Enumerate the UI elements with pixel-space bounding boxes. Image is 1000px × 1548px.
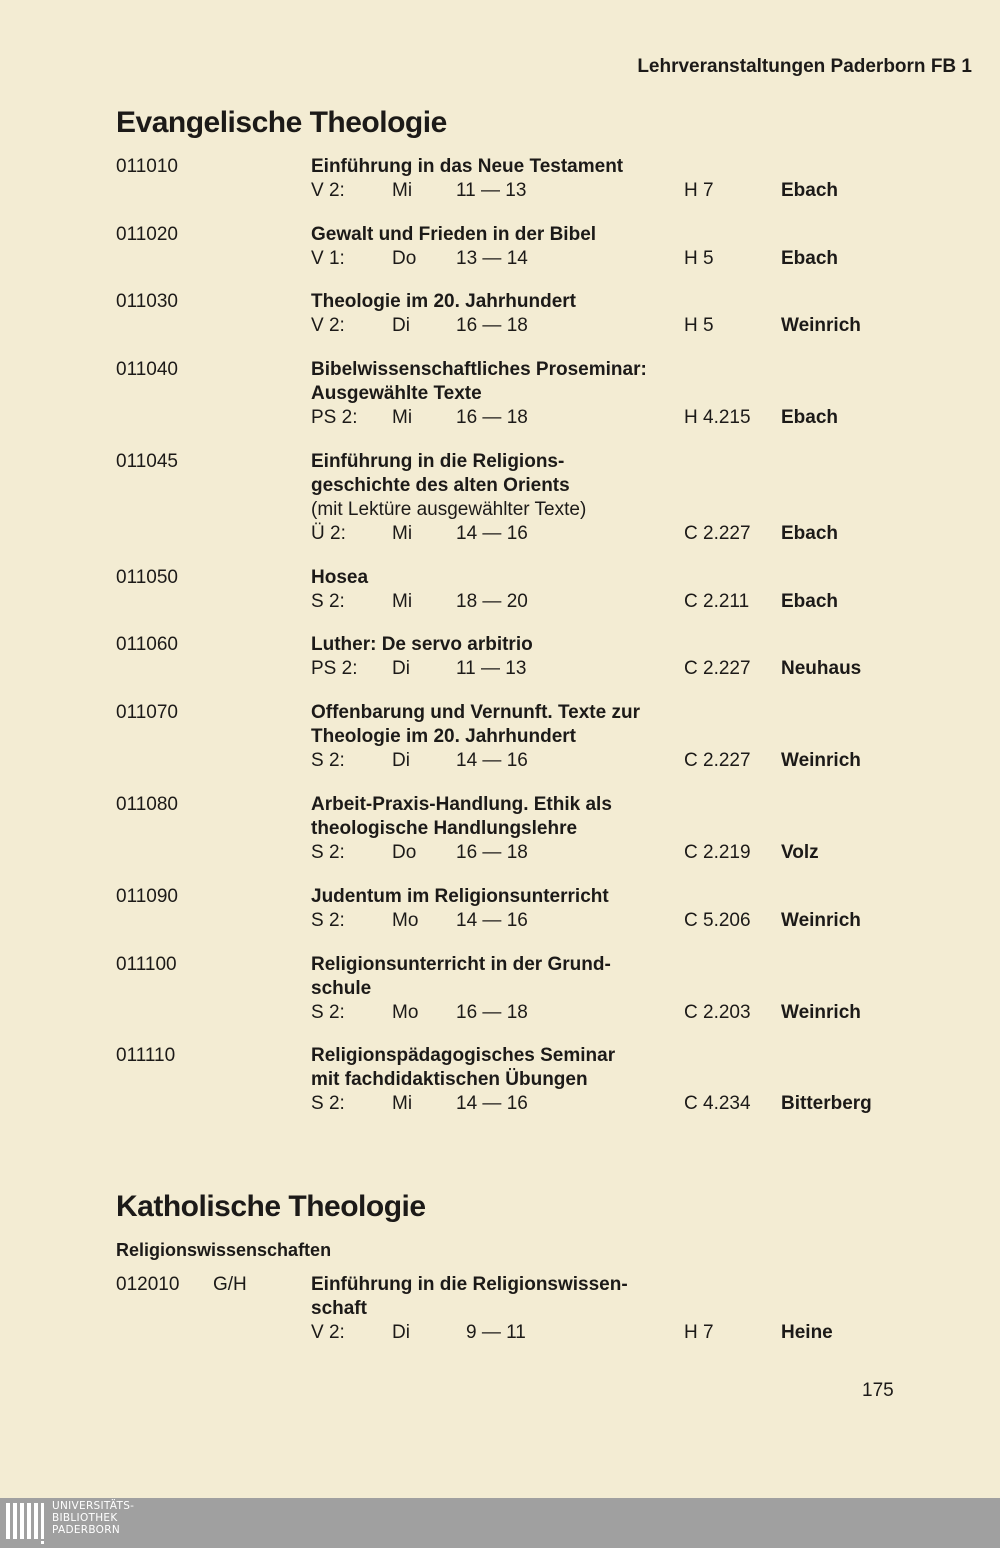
course-note: (mit Lektüre ausgewählter Texte)	[311, 499, 587, 520]
course-time: 18 — 20	[456, 591, 528, 612]
course-title-line: Bibelwissenschaftliches Proseminar:	[311, 359, 647, 380]
course-lecturer: Weinrich	[781, 750, 861, 771]
course-lecturer: Ebach	[781, 407, 839, 428]
course-number: 011010	[116, 156, 178, 177]
course-type: S 2:	[311, 842, 345, 863]
course-title-line: Theologie im 20. Jahrhundert	[311, 291, 576, 312]
course-day: Mo	[392, 910, 419, 931]
course-day: Mi	[392, 523, 413, 544]
course-day: Mo	[392, 1002, 419, 1023]
course-type: S 2:	[311, 1093, 345, 1114]
course-title-line: Einführung in das Neue Testament	[311, 156, 624, 177]
library-footer-bar	[0, 1498, 1000, 1548]
course-room: C 2.203	[684, 1002, 751, 1023]
course-body	[311, 566, 839, 614]
course-type: V 2:	[311, 315, 345, 336]
course-number: 011050	[116, 567, 178, 588]
library-name-line: UNIVERSITÄTS-	[52, 1500, 135, 1512]
course-day: Di	[392, 1322, 410, 1343]
course-lecturer: Neuhaus	[781, 658, 862, 679]
course-time: 9 — 11	[466, 1322, 526, 1343]
course-room: H 5	[684, 315, 714, 336]
university-library-logo-icon	[6, 1501, 46, 1545]
course-body	[311, 633, 862, 681]
course-title-line: Offenbarung und Vernunft. Texte zur	[311, 702, 640, 723]
course-title-line: schule	[311, 978, 372, 999]
course-room: H 4.215	[684, 407, 751, 428]
course-schedule	[311, 1001, 861, 1025]
course-day: Mi	[392, 180, 413, 201]
course-number: 011070	[116, 702, 178, 723]
course-type: PS 2:	[311, 407, 358, 428]
course-title-line: Einführung in die Religionswissen-	[311, 1274, 628, 1295]
course-number: 011060	[116, 634, 178, 655]
library-name	[52, 1500, 134, 1536]
course-lecturer: Weinrich	[781, 1002, 861, 1023]
course-body	[311, 953, 861, 1025]
course-schedule	[311, 590, 839, 614]
course-title-line: mit fachdidaktischen Übungen	[311, 1069, 588, 1090]
course-day: Mi	[392, 1093, 413, 1114]
course-room: C 4.234	[684, 1093, 751, 1114]
course-tag: G/H	[213, 1274, 247, 1295]
section-title-katholische-theologie: Katholische Theologie	[116, 1190, 426, 1223]
library-name-line: BIBLIOTHEK	[52, 1512, 118, 1524]
course-type: S 2:	[311, 910, 345, 931]
course-body	[311, 885, 861, 933]
course-title-line: Arbeit-Praxis-Handlung. Ethik als	[311, 794, 612, 815]
course-room: H 5	[684, 248, 714, 269]
course-time: 14 — 16	[456, 523, 528, 544]
course-time: 13 — 14	[456, 248, 528, 269]
course-time: 16 — 18	[456, 407, 528, 428]
course-body	[311, 1044, 872, 1116]
course-body	[311, 450, 839, 546]
course-day: Do	[392, 842, 417, 863]
course-type: S 2:	[311, 1002, 345, 1023]
course-number: 011080	[116, 794, 178, 815]
course-lecturer: Ebach	[781, 591, 839, 612]
course-type: V 2:	[311, 1322, 345, 1343]
course-time: 16 — 18	[456, 315, 528, 336]
course-title-line: Theologie im 20. Jahrhundert	[311, 726, 576, 747]
course-title-line: Ausgewählte Texte	[311, 383, 482, 404]
course-schedule	[311, 749, 861, 773]
course-lecturer: Bitterberg	[781, 1093, 872, 1114]
course-schedule	[311, 179, 839, 203]
course-room: C 2.227	[684, 658, 751, 679]
course-number: 012010	[116, 1274, 180, 1295]
course-number: 011110	[116, 1045, 176, 1066]
course-number: 011090	[116, 886, 178, 907]
course-schedule	[311, 314, 861, 338]
course-room: C 2.227	[684, 523, 751, 544]
course-title-line: Einführung in die Religions-	[311, 451, 565, 472]
course-number: 011100	[116, 954, 177, 975]
course-schedule	[311, 522, 839, 546]
course-time: 11 — 13	[456, 180, 527, 201]
course-type: PS 2:	[311, 658, 358, 679]
course-day: Di	[392, 750, 410, 771]
course-type: V 2:	[311, 180, 345, 201]
course-room: C 5.206	[684, 910, 751, 931]
course-lecturer: Ebach	[781, 523, 839, 544]
course-lecturer: Ebach	[781, 180, 839, 201]
course-time: 16 — 18	[456, 1002, 528, 1023]
course-time: 14 — 16	[456, 1093, 528, 1114]
course-room: C 2.211	[684, 591, 750, 612]
course-number: 011030	[116, 291, 178, 312]
course-schedule	[311, 1321, 833, 1345]
page-number: 175	[862, 1380, 894, 1401]
course-title-line: Judentum im Religionsunterricht	[311, 886, 609, 907]
course-day: Mi	[392, 591, 413, 612]
course-type: S 2:	[311, 591, 345, 612]
course-day: Mi	[392, 407, 413, 428]
course-time: 14 — 16	[456, 910, 528, 931]
course-title-line: theologische Handlungslehre	[311, 818, 578, 839]
course-room: C 2.219	[684, 842, 751, 863]
course-room: H 7	[684, 1322, 714, 1343]
course-time: 16 — 18	[456, 842, 528, 863]
running-head: Lehrveranstaltungen Paderborn FB 1	[637, 56, 972, 77]
course-type: V 1:	[311, 248, 345, 269]
course-type: Ü 2:	[311, 523, 346, 544]
course-time: 14 — 16	[456, 750, 528, 771]
course-schedule	[311, 841, 819, 865]
course-title-line: geschichte des alten Orients	[311, 475, 570, 496]
course-lecturer: Volz	[781, 842, 819, 863]
course-number: 011020	[116, 224, 178, 245]
course-schedule	[311, 657, 862, 681]
course-title-line: Hosea	[311, 567, 369, 588]
course-schedule	[311, 406, 839, 430]
course-number: 011040	[116, 359, 178, 380]
course-day: Do	[392, 248, 417, 269]
library-name-line: PADERBORN	[52, 1524, 120, 1536]
course-lecturer: Weinrich	[781, 315, 861, 336]
course-room: H 7	[684, 180, 714, 201]
course-lecturer: Weinrich	[781, 910, 861, 931]
course-schedule	[311, 1092, 872, 1116]
course-title-line: Religionspädagogisches Seminar	[311, 1045, 616, 1066]
course-schedule	[311, 247, 839, 271]
course-body	[311, 793, 819, 865]
course-lecturer: Heine	[781, 1322, 833, 1343]
course-schedule	[311, 909, 861, 933]
course-time: 11 — 13	[456, 658, 527, 679]
course-body	[311, 358, 839, 430]
course-title-line: Religionsunterricht in der Grund-	[311, 954, 611, 975]
course-title-line: Gewalt und Frieden in der Bibel	[311, 224, 597, 245]
course-body	[311, 155, 839, 203]
course-body	[311, 1273, 833, 1345]
course-body	[311, 701, 861, 773]
course-type: S 2:	[311, 750, 345, 771]
course-title-line: Luther: De servo arbitrio	[311, 634, 533, 655]
course-title-line: schaft	[311, 1298, 367, 1319]
course-day: Di	[392, 315, 410, 336]
course-number: 011045	[116, 451, 178, 472]
course-body	[311, 223, 839, 271]
course-day: Di	[392, 658, 410, 679]
subsection-title: Religionswissenschaften	[116, 1240, 332, 1260]
course-room: C 2.227	[684, 750, 751, 771]
course-body	[311, 290, 861, 338]
course-lecturer: Ebach	[781, 248, 839, 269]
section-title-evangelische-theologie: Evangelische Theologie	[116, 106, 447, 139]
